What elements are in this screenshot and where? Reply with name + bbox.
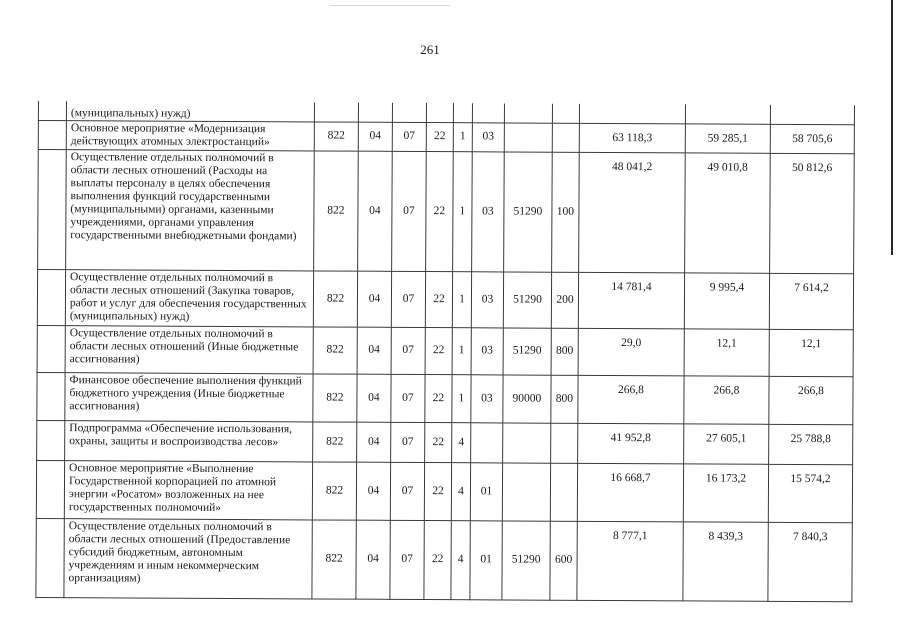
event-code: 01 [470,520,502,599]
amount-year-1 [579,104,685,124]
amount-year-3: 50 812,6 [770,153,855,273]
direction-code [504,103,552,122]
table-row [37,269,853,329]
ministry-code: 822 [314,121,358,150]
table-row [38,149,855,273]
subsection-code: 07 [390,462,424,520]
direction-code: 51290 [503,327,551,374]
budget-table [35,101,855,602]
ministry-code: 822 [312,519,356,598]
section-code: 04 [356,462,390,520]
ministry-code: 822 [313,373,357,421]
blank-cell [37,420,65,460]
expense-type-code [550,463,577,521]
amount-year-2: 49 010,8 [685,152,771,272]
row-name: (муниципальных) нужд) [66,101,314,121]
amount-year-1: 41 952,8 [578,423,684,464]
row-name: Основное мероприятие «Модернизация действующих атомных электростанций» [66,120,314,150]
amount-year-3: 266,8 [769,376,853,424]
event-code: 03 [472,151,505,271]
expense-type-code [551,423,578,463]
row-name: Основное мероприятие «Выполнение Государственной корпорацией по атомной энергии «Росатом» возложенных на нее государственных полномочий» [64,460,312,519]
direction-code [503,422,551,462]
table-row [37,420,853,464]
expense-type-code [552,104,579,123]
subsection-code: 07 [391,374,425,422]
amount-year-2: 59 285,1 [685,123,770,152]
blank-cell [37,372,65,420]
blank-cell [38,120,66,149]
program-code: 22 [425,327,452,374]
amount-year-3: 7 614,2 [769,273,853,329]
blank-cell [38,149,67,269]
event-code: 01 [470,462,502,520]
blank-cell [37,325,65,372]
program-code: 22 [425,422,452,462]
subsection-code: 07 [391,327,425,374]
subsection-code: 07 [390,520,424,599]
ministry-code: 822 [314,150,359,270]
subsection-code: 07 [392,151,427,271]
subprogram-code: 1 [452,374,471,422]
expense-type-code: 800 [551,375,578,423]
ministry-code: 822 [313,421,357,461]
subsection-code: 07 [392,122,426,151]
amount-year-1: 14 781,4 [578,272,684,329]
blank-cell [38,101,66,120]
program-code: 22 [425,271,452,327]
direction-code [504,122,552,151]
row-name: Осуществление отдельных полномочий в области лесных отношений (Иные бюджетные ассигнования) [65,325,313,373]
subprogram-code: 4 [451,520,470,599]
amount-year-1: 29,0 [578,328,684,376]
event-code: 03 [471,374,503,422]
amount-year-3: 58 705,6 [770,124,854,153]
ministry-code [314,102,358,121]
amount-year-2: 16 173,2 [683,463,768,521]
ministry-code: 822 [313,326,357,373]
expense-type-code: 200 [551,272,578,328]
expense-type-code: 800 [551,328,578,375]
subsection-code: 07 [391,271,425,327]
section-code: 04 [356,520,390,599]
amount-year-2: 9 995,4 [684,272,769,328]
expense-type-code: 100 [552,152,580,272]
subprogram-code: 1 [453,151,473,271]
subprogram-code: 1 [452,327,471,374]
program-code: 22 [424,462,451,520]
program-code [426,103,453,122]
subprogram-code [453,103,472,122]
event-code: 03 [471,271,503,327]
amount-year-3: 7 840,3 [768,522,852,601]
blank-cell [36,518,64,597]
section-code: 04 [358,151,393,271]
event-code: 03 [472,122,504,151]
section-code: 04 [357,422,391,462]
row-name: Финансовое обеспечение выполнения функций бюджетного учреждения (Иные бюджетные ассигнования) [65,372,313,421]
row-name: Осуществление отдельных полномочий в области лесных отношений (Закупка товаров, работ и услуг для обеспечения государственных (муниципальных) нужд) [65,269,313,326]
subprogram-code: 1 [452,271,471,327]
table-row [36,518,852,601]
expense-type-code [552,123,579,152]
direction-code: 90000 [503,374,551,422]
section-code: 04 [358,122,392,151]
amount-year-2: 12,1 [684,328,769,375]
section-code: 04 [357,374,391,422]
amount-year-3: 12,1 [769,329,853,376]
section-code: 04 [357,271,391,327]
row-name: Осуществление отдельных полномочий в области лесных отношений (Расходы на выплаты персоналу в целях обеспечения выполнения функций государственными (муниципальными) органами, казенными учреждениями, органами управления государственными внебюджетными фондами) [66,149,315,270]
amount-year-3: 25 788,8 [769,424,853,464]
amount-year-1: 8 777,1 [577,521,683,601]
ministry-code: 822 [312,461,356,519]
event-code [472,103,504,122]
blank-cell [37,269,65,325]
amount-year-3 [770,105,854,124]
direction-code: 51290 [502,520,550,599]
subsection-code: 07 [391,422,425,462]
subprogram-code: 4 [451,462,470,520]
amount-year-3: 15 574,2 [768,464,852,522]
row-name: Осуществление отдельных полномочий в области лесных отношений (Предоставление субсидий бюджетным, автономным учреждениям и иным некоммерческим организациям) [64,518,312,598]
program-code: 22 [426,122,453,151]
section-code: 04 [357,327,391,374]
table-row [38,120,854,153]
program-code: 22 [424,520,451,599]
amount-year-2: 8 439,3 [683,521,768,600]
amount-year-1: 16 668,7 [577,463,683,522]
amount-year-2 [685,104,770,123]
subprogram-code: 4 [452,422,471,462]
page-number: 261 [420,42,440,57]
program-code: 22 [426,151,454,271]
subprogram-code: 1 [453,122,472,151]
ministry-code: 822 [313,270,357,326]
table-row [37,325,853,376]
table-row [36,460,852,522]
event-code: 03 [471,327,503,374]
amount-year-1: 48 041,2 [579,152,686,273]
scan-artifact-line [330,5,450,6]
expense-type-code: 600 [550,521,577,600]
amount-year-2: 266,8 [684,375,769,423]
subsection-code [392,103,426,122]
blank-cell [36,460,64,518]
page-edge-shadow [891,0,893,255]
direction-code: 51290 [503,271,551,327]
amount-year-1: 266,8 [578,375,684,424]
section-code [358,103,392,122]
program-code: 22 [425,374,452,422]
row-name: Подпрограмма «Обеспечение использования, охраны, защиты и воспроизводства лесов» [65,420,313,461]
direction-code: 51290 [504,151,553,271]
direction-code [502,462,550,520]
amount-year-1: 63 118,3 [579,123,685,153]
table-row [37,372,853,424]
table-body [36,101,855,601]
amount-year-2: 27 605,1 [684,423,769,463]
event-code [471,422,503,462]
